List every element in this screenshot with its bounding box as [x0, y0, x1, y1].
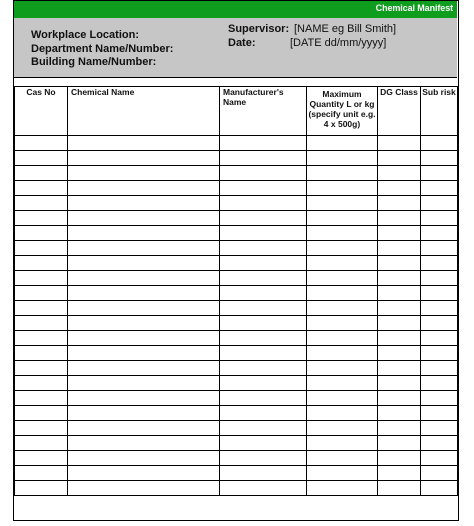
chemical-table: [14, 86, 458, 496]
table-row: [15, 436, 458, 451]
table-cell[interactable]: [220, 466, 307, 481]
table-cell[interactable]: [68, 166, 220, 181]
table-row: [15, 406, 458, 421]
table-cell[interactable]: [421, 241, 458, 256]
table-cell[interactable]: [307, 136, 378, 151]
table-cell[interactable]: [307, 166, 378, 181]
table-cell[interactable]: [421, 346, 458, 361]
table-cell[interactable]: [220, 166, 307, 181]
table-cell[interactable]: [307, 301, 378, 316]
table-cell[interactable]: [220, 376, 307, 391]
table-cell[interactable]: [220, 256, 307, 271]
table-row: [15, 466, 458, 481]
table-cell[interactable]: [68, 361, 220, 376]
table-row: [15, 421, 458, 436]
date-value[interactable]: [DATE dd/mm/yyyy]: [290, 37, 387, 49]
table-row: [15, 181, 458, 196]
supervisor-value[interactable]: [NAME eg Bill Smith]: [294, 23, 397, 35]
table-cell[interactable]: [378, 271, 421, 286]
table-cell[interactable]: [307, 331, 378, 346]
table-cell[interactable]: [378, 241, 421, 256]
table-cell[interactable]: [378, 301, 421, 316]
table-cell[interactable]: [421, 196, 458, 211]
table-cell[interactable]: [15, 241, 68, 256]
table-cell[interactable]: [15, 436, 68, 451]
table-cell[interactable]: [68, 241, 220, 256]
table-cell[interactable]: [15, 451, 68, 466]
manifest-title: Chemical Manifest: [375, 3, 453, 13]
table-cell[interactable]: [15, 166, 68, 181]
table-row: [15, 391, 458, 406]
table-cell[interactable]: [378, 136, 421, 151]
table-cell[interactable]: [220, 136, 307, 151]
table-cell[interactable]: [378, 376, 421, 391]
table-cell[interactable]: [15, 481, 68, 496]
table-row: [15, 361, 458, 376]
table-cell[interactable]: [220, 226, 307, 241]
header-banner: [14, 1, 457, 18]
table-cell[interactable]: [68, 451, 220, 466]
table-cell[interactable]: [68, 346, 220, 361]
table-cell[interactable]: [307, 226, 378, 241]
table-cell[interactable]: [15, 316, 68, 331]
table-cell[interactable]: [68, 271, 220, 286]
table-cell[interactable]: [15, 421, 68, 436]
table-cell[interactable]: [421, 331, 458, 346]
table-cell[interactable]: [68, 151, 220, 166]
table-cell[interactable]: [307, 376, 378, 391]
table-cell[interactable]: [421, 361, 458, 376]
table-cell[interactable]: [220, 436, 307, 451]
table-cell[interactable]: [220, 331, 307, 346]
table-cell[interactable]: [15, 211, 68, 226]
table-cell[interactable]: [421, 151, 458, 166]
table-cell[interactable]: [68, 181, 220, 196]
table-cell[interactable]: [378, 226, 421, 241]
table-cell[interactable]: [307, 271, 378, 286]
table-cell[interactable]: [68, 226, 220, 241]
table-row: [15, 196, 458, 211]
table-cell[interactable]: [68, 331, 220, 346]
table-cell[interactable]: [15, 226, 68, 241]
table-cell[interactable]: [378, 466, 421, 481]
table-cell[interactable]: [421, 256, 458, 271]
table-cell[interactable]: [220, 406, 307, 421]
table-cell[interactable]: [15, 196, 68, 211]
table-cell[interactable]: [220, 301, 307, 316]
table-cell[interactable]: [220, 286, 307, 301]
table-row: [15, 166, 458, 181]
table-row: [15, 226, 458, 241]
table-cell[interactable]: [68, 376, 220, 391]
table-cell[interactable]: [220, 451, 307, 466]
table-cell[interactable]: [307, 466, 378, 481]
table-cell[interactable]: [421, 181, 458, 196]
table-cell[interactable]: [15, 136, 68, 151]
table-cell[interactable]: [378, 211, 421, 226]
table-cell[interactable]: [15, 301, 68, 316]
table-cell[interactable]: [307, 181, 378, 196]
table-cell[interactable]: [378, 181, 421, 196]
table-row: [15, 241, 458, 256]
table-cell[interactable]: [220, 241, 307, 256]
table-row: [15, 316, 458, 331]
table-cell[interactable]: [378, 481, 421, 496]
table-cell[interactable]: [378, 391, 421, 406]
workplace-location-label: Workplace Location:: [31, 29, 139, 41]
table-cell[interactable]: [220, 391, 307, 406]
info-panel: [14, 18, 457, 78]
table-cell[interactable]: [378, 421, 421, 436]
table-cell[interactable]: [15, 376, 68, 391]
col-header-cas-no: Cas No: [15, 87, 68, 136]
table-cell[interactable]: [68, 436, 220, 451]
table-row: [15, 451, 458, 466]
table-row: [15, 346, 458, 361]
table-row: [15, 256, 458, 271]
department-label: Department Name/Number:: [31, 43, 174, 55]
table-cell[interactable]: [421, 211, 458, 226]
table-cell[interactable]: [15, 406, 68, 421]
table-cell[interactable]: [307, 241, 378, 256]
table-cell[interactable]: [68, 406, 220, 421]
table-cell[interactable]: [378, 256, 421, 271]
supervisor-label: Supervisor:: [228, 23, 290, 35]
table-cell[interactable]: [68, 211, 220, 226]
table-cell[interactable]: [220, 211, 307, 226]
table-cell[interactable]: [378, 346, 421, 361]
table-cell[interactable]: [307, 361, 378, 376]
table-cell[interactable]: [15, 331, 68, 346]
table-cell[interactable]: [220, 181, 307, 196]
table-cell[interactable]: [421, 316, 458, 331]
table-cell[interactable]: [68, 256, 220, 271]
table-cell[interactable]: [307, 196, 378, 211]
table-cell[interactable]: [421, 301, 458, 316]
table-cell[interactable]: [421, 406, 458, 421]
table-cell[interactable]: [307, 346, 378, 361]
table-cell[interactable]: [68, 286, 220, 301]
table-cell[interactable]: [421, 166, 458, 181]
table-row: [15, 331, 458, 346]
table-cell[interactable]: [421, 421, 458, 436]
table-cell[interactable]: [68, 301, 220, 316]
table-cell[interactable]: [307, 421, 378, 436]
col-header-sub-risk: Sub risk: [421, 87, 458, 136]
table-cell[interactable]: [68, 421, 220, 436]
table-cell[interactable]: [15, 361, 68, 376]
table-cell[interactable]: [421, 136, 458, 151]
table-cell[interactable]: [307, 436, 378, 451]
table-row: [15, 376, 458, 391]
table-cell[interactable]: [220, 361, 307, 376]
table-row: [15, 271, 458, 286]
table-cell[interactable]: [68, 466, 220, 481]
table-cell[interactable]: [307, 316, 378, 331]
table-cell[interactable]: [378, 196, 421, 211]
table-cell[interactable]: [220, 481, 307, 496]
table-cell[interactable]: [378, 286, 421, 301]
table-cell[interactable]: [307, 391, 378, 406]
date-label: Date:: [228, 37, 256, 49]
table-row: [15, 301, 458, 316]
table-cell[interactable]: [220, 346, 307, 361]
table-cell[interactable]: [378, 451, 421, 466]
table-cell[interactable]: [220, 151, 307, 166]
table-cell[interactable]: [307, 256, 378, 271]
table-cell[interactable]: [421, 226, 458, 241]
table-row: [15, 211, 458, 226]
table-cell[interactable]: [307, 211, 378, 226]
table-cell[interactable]: [68, 316, 220, 331]
table-cell[interactable]: [68, 391, 220, 406]
table-row: [15, 481, 458, 496]
table-cell[interactable]: [220, 271, 307, 286]
table-cell[interactable]: [68, 481, 220, 496]
table-cell[interactable]: [68, 136, 220, 151]
table-cell[interactable]: [220, 316, 307, 331]
table-cell[interactable]: [15, 286, 68, 301]
table-cell[interactable]: [307, 286, 378, 301]
table-cell[interactable]: [421, 481, 458, 496]
building-label: Building Name/Number:: [31, 56, 157, 68]
table-cell[interactable]: [421, 271, 458, 286]
table-cell[interactable]: [307, 151, 378, 166]
table-cell[interactable]: [378, 316, 421, 331]
table-cell[interactable]: [15, 151, 68, 166]
table-cell[interactable]: [421, 451, 458, 466]
table-cell[interactable]: [421, 436, 458, 451]
table-cell[interactable]: [378, 166, 421, 181]
table-body: [15, 136, 458, 496]
table-row: [15, 286, 458, 301]
table-cell[interactable]: [378, 406, 421, 421]
table-cell[interactable]: [378, 361, 421, 376]
table-cell[interactable]: [68, 196, 220, 211]
table-cell[interactable]: [307, 481, 378, 496]
table-cell[interactable]: [378, 436, 421, 451]
table-header-row: [15, 87, 458, 136]
table-cell[interactable]: [15, 391, 68, 406]
table-cell[interactable]: [307, 406, 378, 421]
table-cell[interactable]: [220, 421, 307, 436]
table-cell[interactable]: [15, 271, 68, 286]
col-header-max-quantity: Maximum Quantity L or kg (specify unit e.g. 4 x 500g): [307, 87, 378, 136]
table-cell[interactable]: [421, 466, 458, 481]
chemical-manifest-sheet: [13, 0, 459, 521]
table-cell[interactable]: [378, 151, 421, 166]
col-header-manufacturer: Manufacturer's Name: [220, 87, 307, 136]
table-cell[interactable]: [15, 181, 68, 196]
table-cell[interactable]: [307, 451, 378, 466]
table-cell[interactable]: [15, 256, 68, 271]
table-cell[interactable]: [421, 391, 458, 406]
table-cell[interactable]: [15, 346, 68, 361]
table-cell[interactable]: [15, 466, 68, 481]
col-header-dg-class: DG Class: [378, 87, 421, 136]
table-cell[interactable]: [421, 376, 458, 391]
col-header-chemical-name: Chemical Name: [68, 87, 220, 136]
table-row: [15, 136, 458, 151]
table-cell[interactable]: [220, 196, 307, 211]
table-cell[interactable]: [421, 286, 458, 301]
table-row: [15, 151, 458, 166]
table-cell[interactable]: [378, 331, 421, 346]
